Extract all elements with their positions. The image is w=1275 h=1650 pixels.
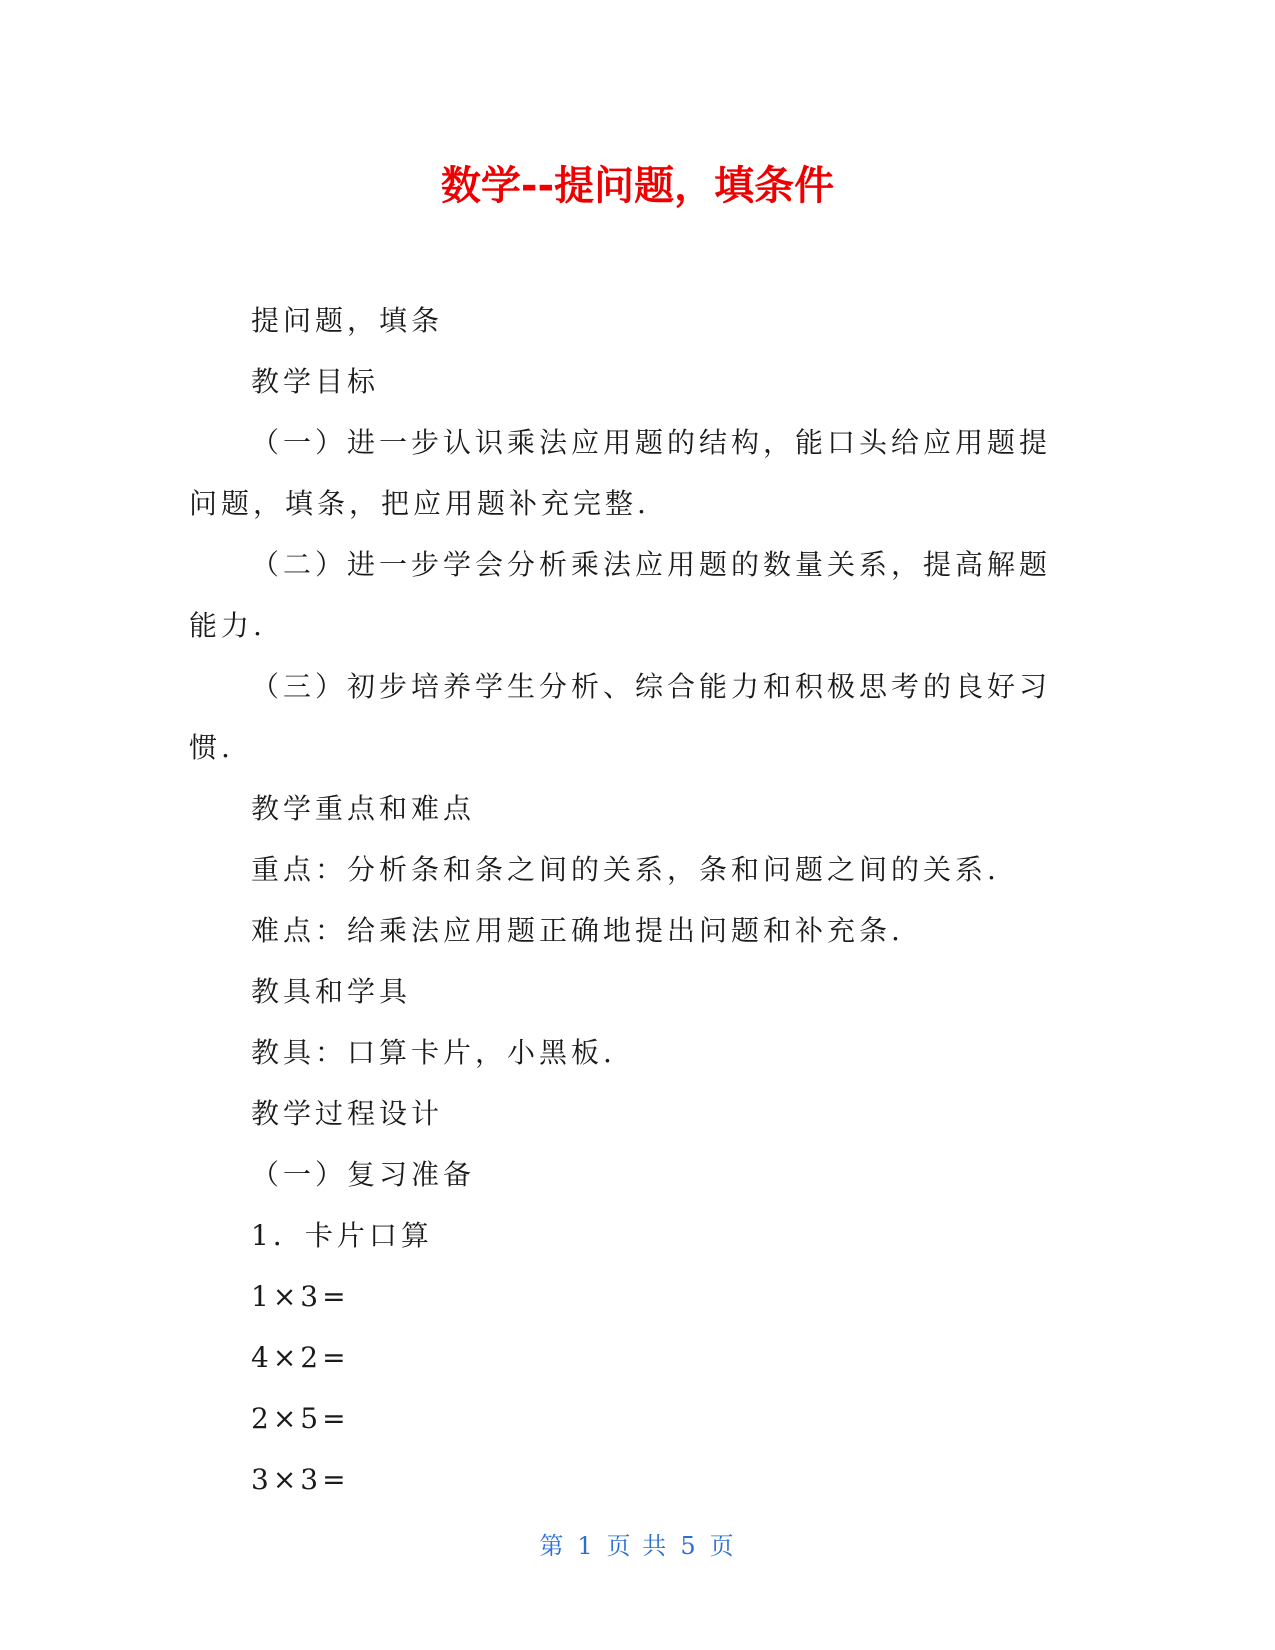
paragraph: 教具和学具 [251,975,412,1008]
paragraph: 重点：分析条和条之间的关系，条和问题之间的关系. [251,853,1000,886]
footer-prefix: 第 [539,1532,566,1560]
paragraph: 教学过程设计 [251,1097,444,1130]
paragraph: 3×3= [251,1463,350,1496]
paragraph: 1．卡片口算 [251,1219,433,1252]
paragraph: 4×2= [251,1341,350,1374]
footer-total-pages: 5 [680,1532,698,1560]
document-title: 数学--提问题，填条件 [440,163,835,209]
paragraph: 1×3= [251,1280,350,1313]
paragraph: 教具：口算卡片，小黑板. [251,1036,616,1069]
footer-middle: 页 共 [606,1532,669,1560]
paragraph: （三）初步培养学生分析、综合能力和积极思考的良好习惯. [189,670,1052,764]
paragraph: （二）进一步学会分析乘法应用题的数量关系，提高解题能力. [189,548,1052,642]
paragraph: 教学重点和难点 [251,792,476,825]
paragraph: 教学目标 [251,365,380,398]
paragraph: 2×5= [251,1402,350,1435]
paragraph: 难点：给乘法应用题正确地提出问题和补充条. [251,914,904,947]
document-body [189,290,1069,1510]
paragraph: （一）复习准备 [251,1158,476,1191]
paragraph: 提问题，填条 [251,304,444,337]
paragraph: （一）进一步认识乘法应用题的结构，能口头给应用题提问题，填条，把应用题补充完整. [189,426,1052,520]
footer-page-number: 1 [577,1532,595,1560]
footer-suffix: 页 [709,1532,736,1560]
page-footer [0,1530,1275,1562]
